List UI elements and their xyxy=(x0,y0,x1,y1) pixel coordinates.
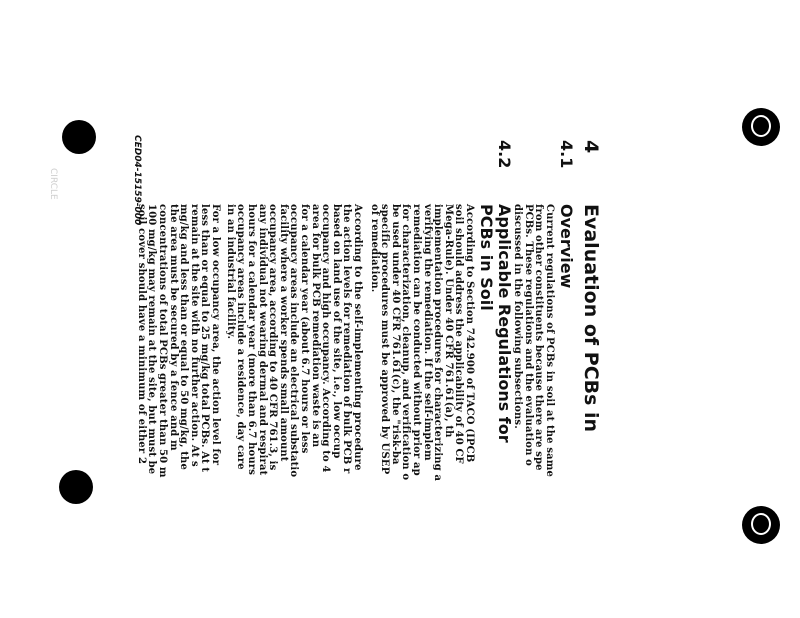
overview-paragraph: Current regulations of PCBs in soil at the same from other constituents because there are spe PCBs. These regulations and the evaluation o discussed in the following subsections. xyxy=(512,204,555,477)
faint-stamp-text: CIRCLE xyxy=(48,168,58,200)
subsection-title-regulations-line2: PCBs in Soil xyxy=(477,204,496,311)
subsection-title-regulations-line1: Applicable Regulations for xyxy=(495,204,514,443)
binder-ring-top-icon xyxy=(742,108,780,146)
subsection-title-overview: Overview xyxy=(557,204,576,289)
regulations-paragraph-3: For a low occupancy area, the action level for less than or equal to 25 mg/kg total PCBs. At t remain at the site with no further action. At s mg/kg and less than or equal to 50 mg/kg, the the area must be secured by a fence and m concentrations of total PCBs greater than 50 m 100 mg/kg may remain at the site, but must be soil cover should have a minimum of either 2 xyxy=(135,204,221,478)
regulations-paragraph-1: According to Section 742.900 of TACO (IPCB soil should address the applicability of 40 CF Mega-Rule). Under 40 CFR 761.61(a), th implementation procedures for characterizing a verifying the remediation. If the self-implem remediation can be conducted without prior ap for characterization, cleanup, and verification o be used under 40 CFR 761.61(c), the "risk-ba specific procedures must be approved by USEP of remediation. xyxy=(368,204,475,482)
binder-hole-bottom xyxy=(59,470,93,504)
binder-ring-bottom-icon xyxy=(742,506,780,544)
subsection-number-overview: 4.1 xyxy=(557,140,576,169)
subsection-number-regulations: 4.2 xyxy=(495,140,514,169)
document-id-footer: CED04-15159-000 xyxy=(132,135,142,226)
binder-hole-top xyxy=(62,120,96,154)
section-title: Evaluation of PCBs in xyxy=(580,204,602,433)
section-number: 4 xyxy=(580,140,602,154)
regulations-paragraph-2: According to the self-implementing procedure the action levels for remediation of bulk PCB r based on land use of the site, i.e., low occup occupancy and high occupancy. According to 4 area for bulk PCB remediation waste is an for a calendar year (about 6.7 hours or less occupancy areas include an electrical substatio facility where a worker spends small amount occupancy area, according to 40 CFR 761.3, is any individual not wearing dermal and respirat hours for a calendar year (more than 6.7 hours occupancy areas include a residence, day care in an industrial facility. xyxy=(224,204,363,478)
